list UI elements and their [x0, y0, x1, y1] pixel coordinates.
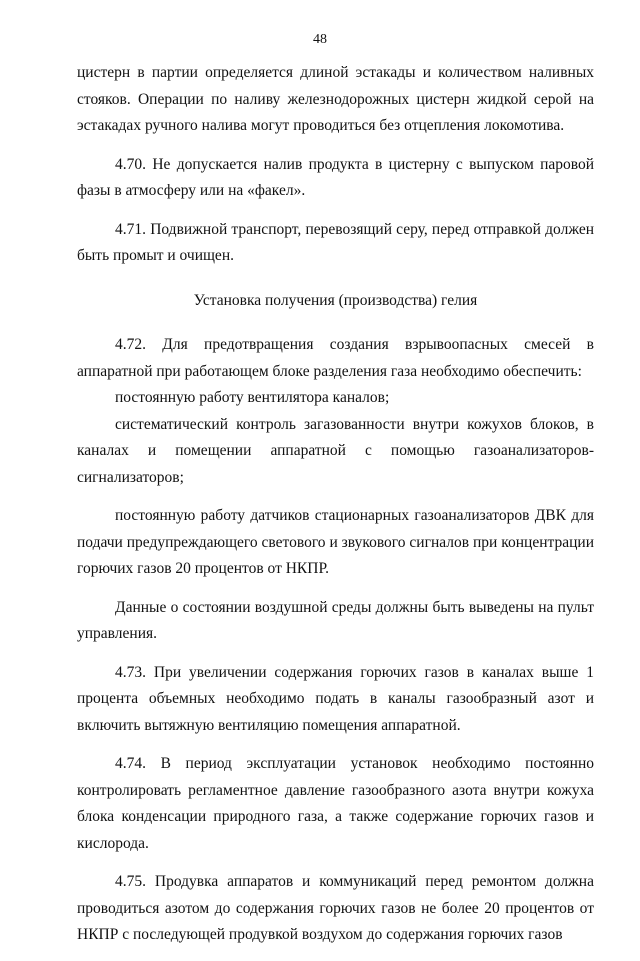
list-item-gas-control: систематический контроль загазованности внутри кожухов блоков, в каналах и помещении аппаратной с помощью газоанализаторов-сигнализаторов;: [77, 415, 594, 486]
document-body: [77, 60, 594, 961]
paragraph-4-73: 4.73. При увеличении содержания горючих газов в каналах выше 1 процента объемных необходимо подать в каналы газообразный азот и включить вытяжную вентиляцию помещения аппаратной.: [77, 663, 594, 734]
section-heading: Установка получения (производства) гелия: [193, 291, 478, 309]
paragraph-4-72: 4.72. Для предотвращения создания взрывоопасных смесей в аппаратной при работающем блоке разделения газа необходимо обеспечить:: [77, 336, 594, 380]
page-number: 48: [313, 32, 327, 47]
paragraph-continuation: цистерн в партии определяется длиной эстакады и количеством наливных стояков. Операции по наливу железнодорожных цистерн жидкой серой на эстакадах ручного налива могут проводиться без отцепления локомотива.: [77, 64, 594, 134]
list-item-fan: постоянную работу вентилятора каналов;: [115, 389, 390, 406]
paragraph-air-data: Данные о состоянии воздушной среды должны быть выведены на пульт управления.: [77, 598, 594, 642]
paragraph-4-70: 4.70. Не допускается налив продукта в цистерну с выпуском паровой фазы в атмосферу или на «факел».: [77, 155, 594, 199]
paragraph-4-74: 4.74. В период эксплуатации установок необходимо постоянно контролировать регламентное давление газообразного азота внутри кожуха блока конденсации природного газа, а также содержание горючих газов и кислорода.: [77, 755, 594, 852]
paragraph-4-71: 4.71. Подвижной транспорт, перевозящий серу, перед отправкой должен быть промыт и очищен.: [77, 220, 594, 264]
paragraph-4-75: 4.75. Продувка аппаратов и коммуникаций перед ремонтом должна проводиться азотом до содержания горючих газов не более 20 процентов от НКПР с последующей продувкой воздухом до содержания горючих газов: [77, 873, 594, 943]
list-item-sensors: постоянную работу датчиков стационарных газоанализаторов ДВК для подачи предупреждающего светового и звукового сигналов при концентрации горючих газов 20 процентов от НКПР.: [77, 507, 594, 577]
